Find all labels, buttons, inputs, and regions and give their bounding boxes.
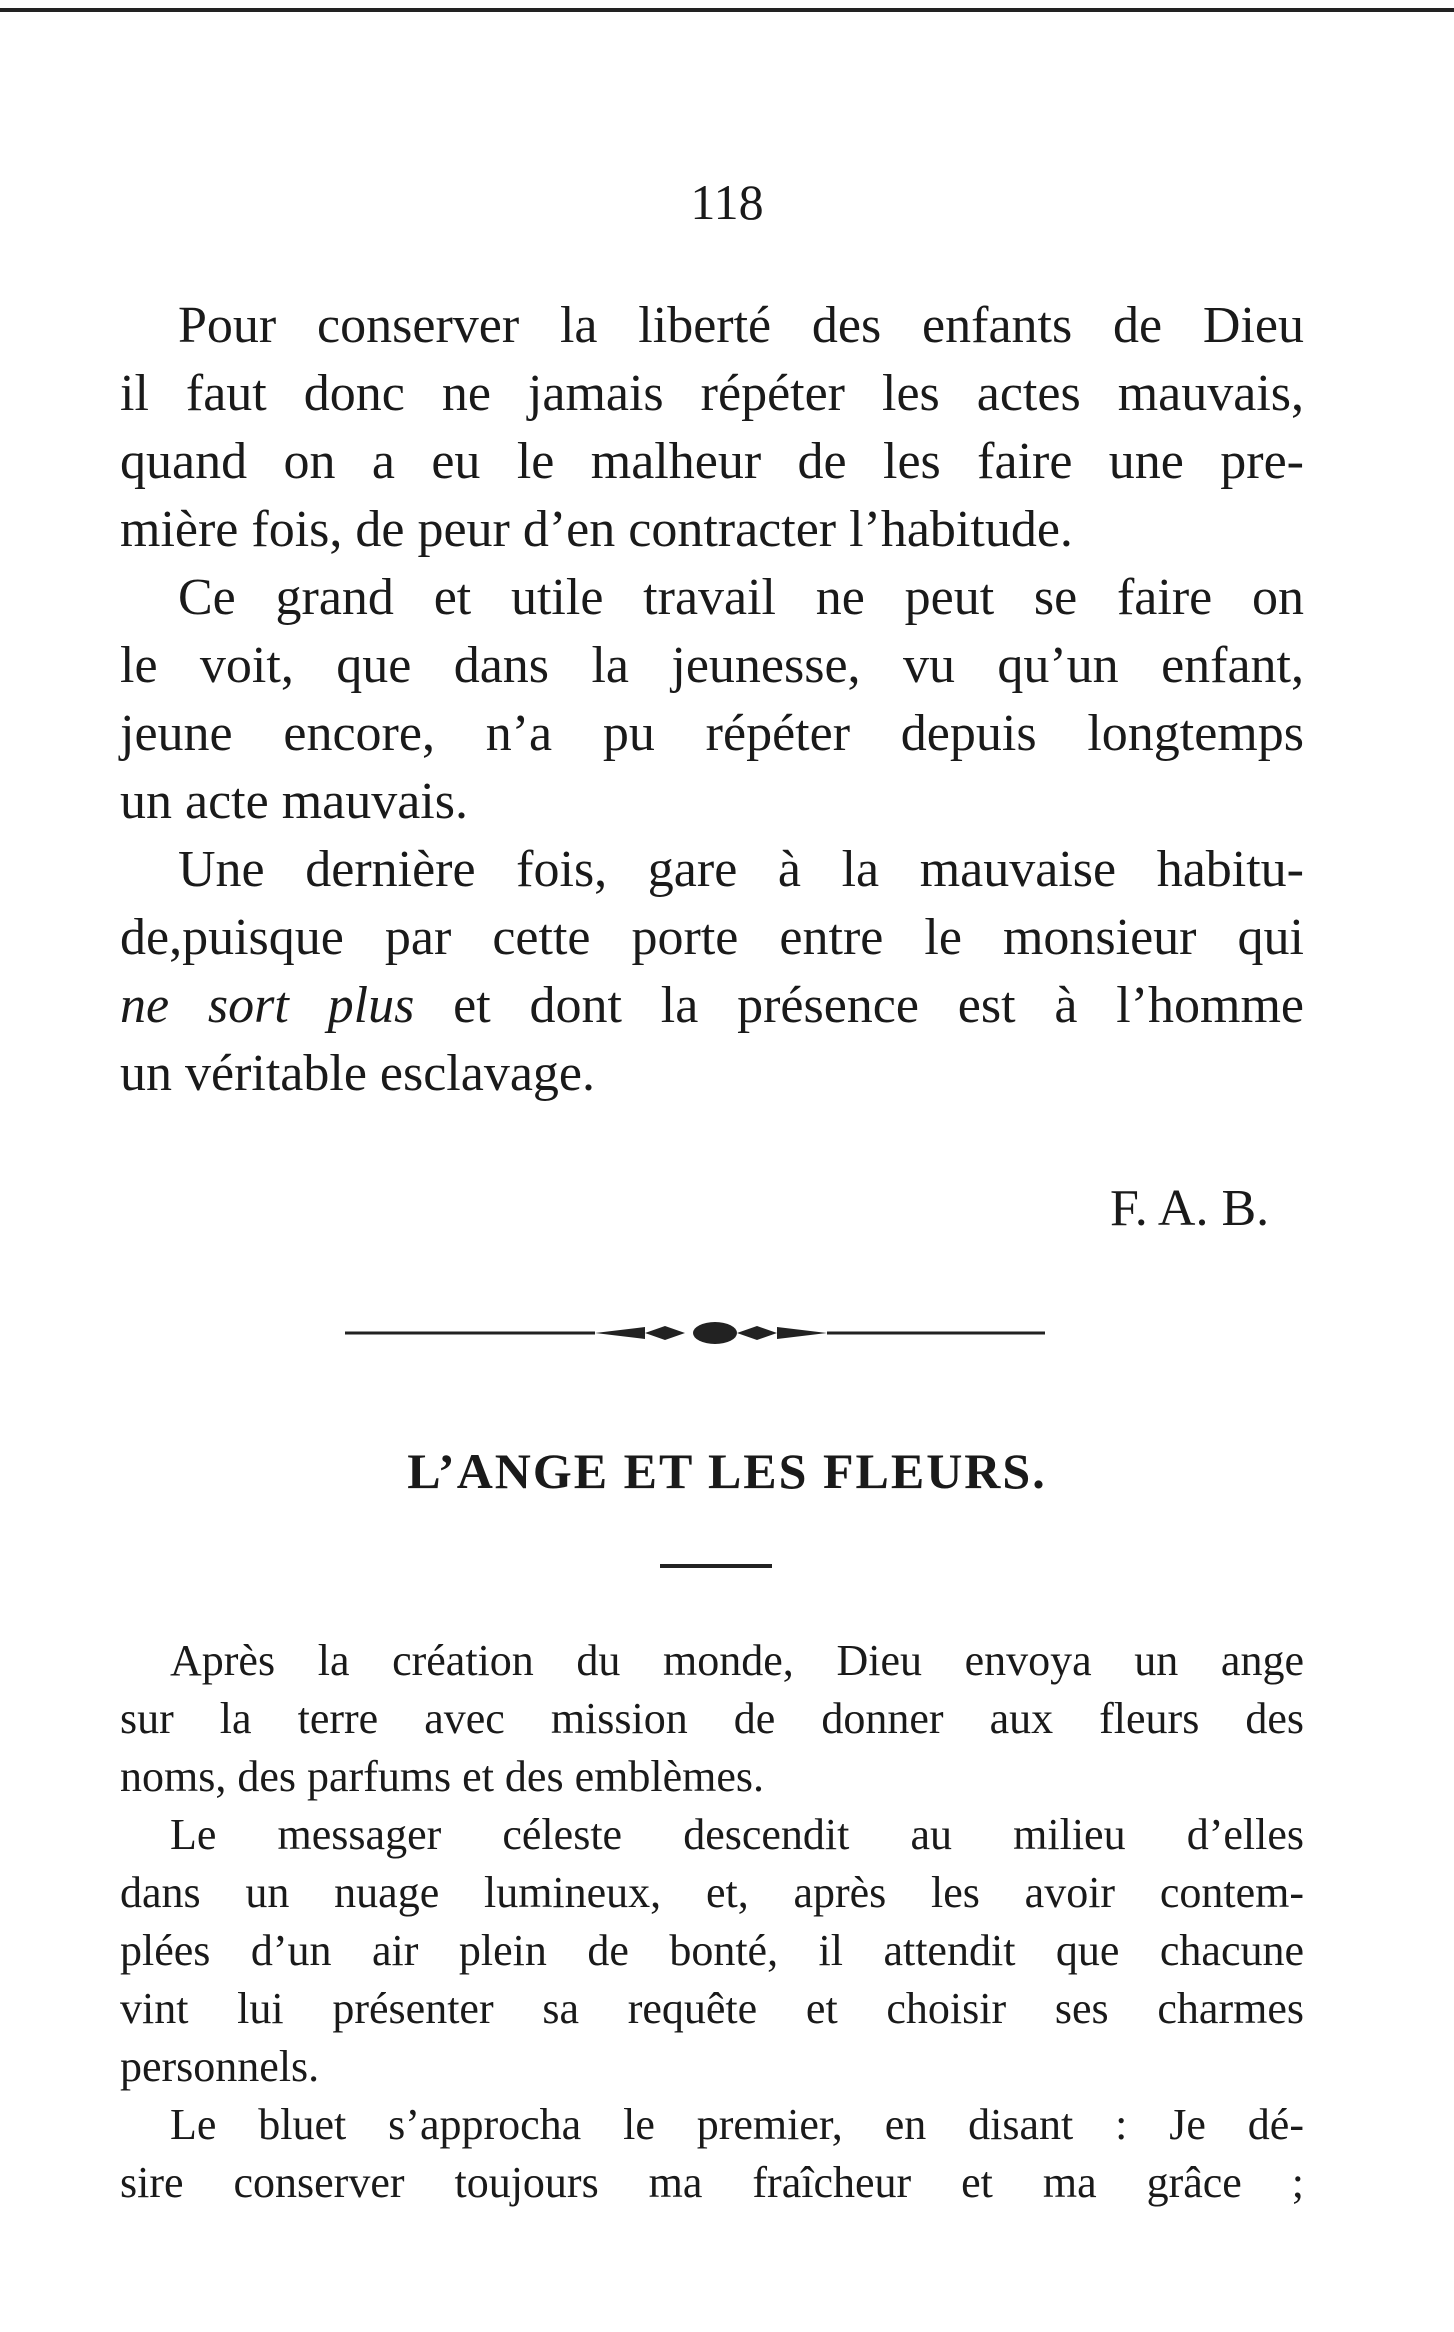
text-line: Une dernière fois, gare à la mauvaise habitu- [178, 841, 1304, 898]
top-border-rule [0, 8, 1454, 12]
text-line: Après la création du monde, Dieu envoya un ange [170, 1636, 1304, 1685]
page-number: 118 [690, 174, 764, 230]
text-line: un véritable esclavage. [120, 1045, 595, 1102]
text-line: vint lui présenter sa requête et choisir ses charmes [120, 1984, 1304, 2033]
text-fragment: et dont la présence est à l’homme [414, 977, 1304, 1034]
text-line [120, 972, 1304, 1040]
section-title: L’ANGE ET LES FLEURS. [407, 1443, 1047, 1499]
text-line: il faut donc ne jamais répéter les actes mauvais, [120, 365, 1304, 422]
text-line: de,puisque par cette porte entre le monsieur qui [120, 909, 1304, 966]
author-signature: F. A. B. [1110, 1180, 1270, 1237]
text-line: Le bluet s’approcha le premier, en disant : Je dé- [170, 2100, 1304, 2149]
ornament-divider [345, 1318, 1045, 1348]
text-line: mière fois, de peur d’en contracter l’habitude. [120, 501, 1073, 558]
italic-phrase: ne sort plus [120, 977, 415, 1034]
text-line: dans un nuage lumineux, et, après les avoir contem- [120, 1868, 1304, 1917]
text-line: personnels. [120, 2042, 320, 2091]
title-underline-rule [660, 1564, 772, 1568]
text-line: noms, des parfums et des emblèmes. [120, 1752, 764, 1801]
text-line: sire conserver toujours ma fraîcheur et ma grâce ; [120, 2158, 1304, 2207]
text-line: un acte mauvais. [120, 773, 468, 830]
text-line: Le messager céleste descendit au milieu d’elles [170, 1810, 1304, 1859]
text-line: quand on a eu le malheur de les faire une pre- [120, 433, 1304, 490]
text-line: plées d’un air plein de bonté, il attendit que chacune [120, 1926, 1304, 1975]
text-line: le voit, que dans la jeunesse, vu qu’un enfant, [120, 637, 1304, 694]
text-line: Ce grand et utile travail ne peut se faire on [178, 569, 1304, 626]
text-line: sur la terre avec mission de donner aux fleurs des [120, 1694, 1304, 1743]
text-line: jeune encore, n’a pu répéter depuis longtemps [120, 705, 1304, 762]
text-line: Pour conserver la liberté des enfants de Dieu [178, 297, 1304, 354]
